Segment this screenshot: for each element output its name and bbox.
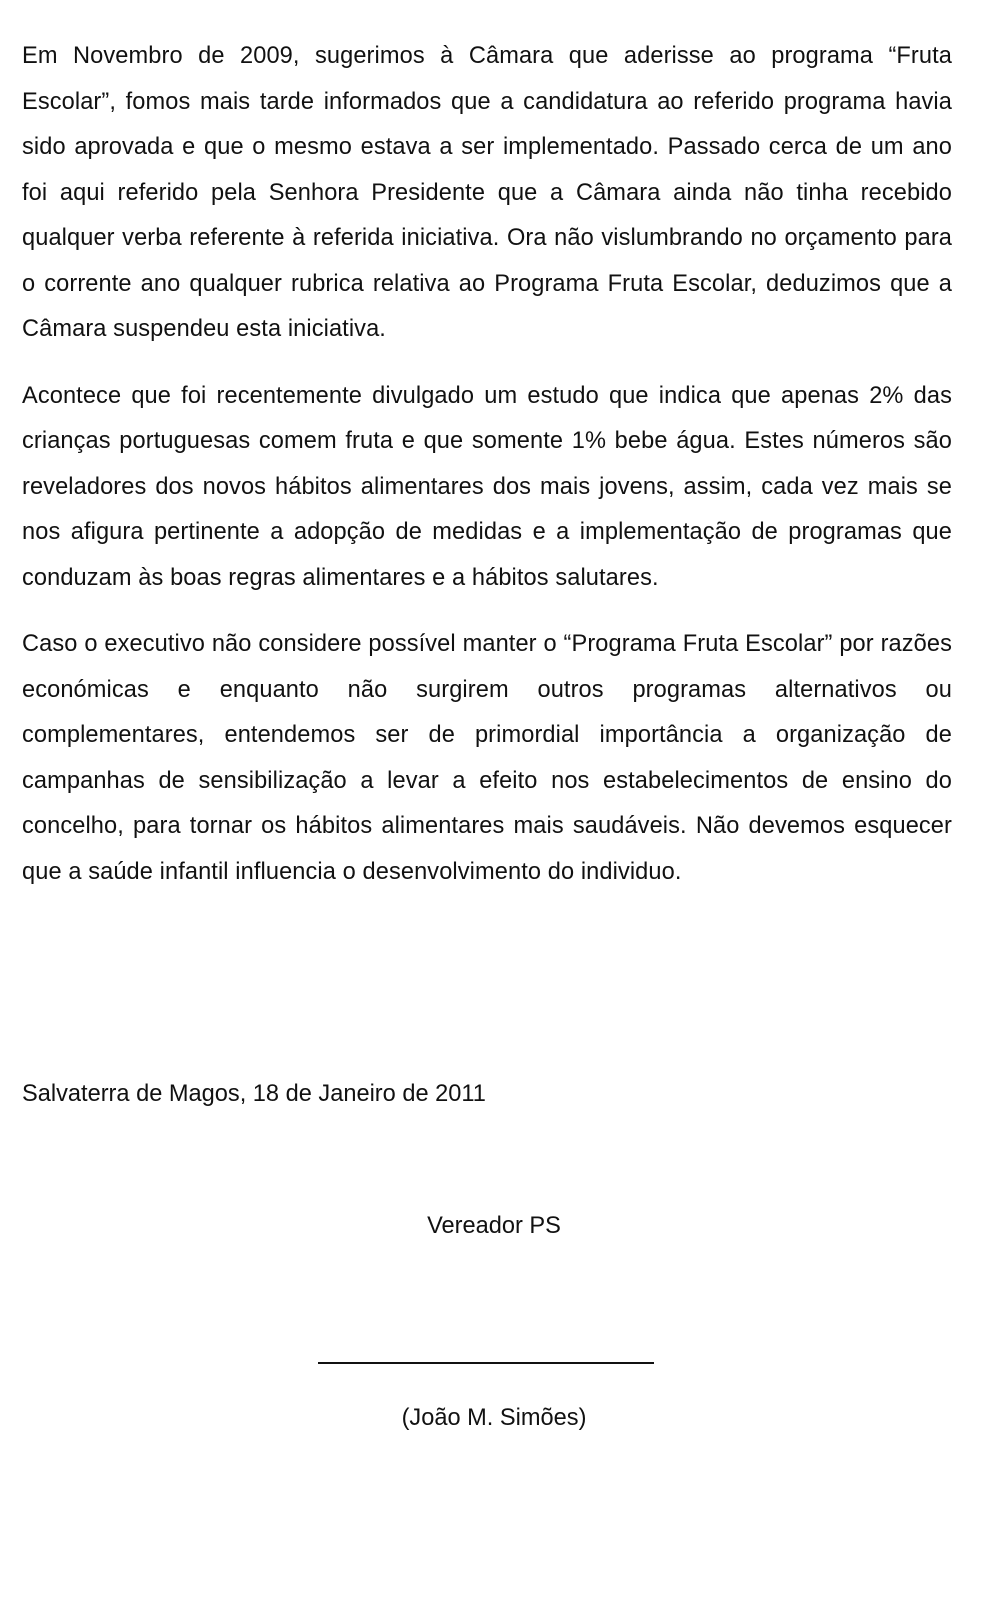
paragraph-estudo: Acontece que foi recentemente divulgado um estudo que indica que apenas 2% das crianças portuguesas comem fruta e que somente 1% bebe água. Estes números são reveladores dos novos hábitos alimentares dos mais jovens, assim, cada vez mais se nos afigura pertinente a adopção de medidas e a implementação de programas que conduzam às boas regras alimentares e a hábitos salutares.	[22, 382, 952, 591]
signatory-role: Vereador PS	[427, 1213, 561, 1239]
paragraph-campanhas: Caso o executivo não considere possível manter o “Programa Fruta Escolar” por razões económicas e enquanto não surgirem outros programas alternativos ou complementares, entendemos ser de primordial importância a organização de campanhas de sensibilização a levar a efeito nos estabelecimentos de ensino do concelho, para tornar os hábitos alimentares mais saudáveis. Não devemos esquecer que a saúde infantil influencia o desenvolvimento do individuo.	[22, 631, 952, 885]
paragraph-fruta-escolar: Em Novembro de 2009, sugerimos à Câmara que aderisse ao programa “Fruta Escolar”, fomos mais tarde informados que a candidatura ao referido programa havia sido aprovada e que o mesmo estava a ser implementado. Passado cerca de um ano foi aqui referido pela Senhora Presidente que a Câmara ainda não tinha recebido qualquer verba referente à referida iniciativa. Ora não vislumbrando no orçamento para o corrente ano qualquer rubrica relativa ao Programa Fruta Escolar, deduzimos que a Câmara suspendeu esta iniciativa.	[22, 43, 952, 342]
signatory-name: (João M. Simões)	[401, 1405, 587, 1431]
place-date: Salvaterra de Magos, 18 de Janeiro de 2011	[22, 1081, 486, 1107]
signature-line	[318, 1362, 654, 1364]
document-body	[22, 34, 952, 916]
